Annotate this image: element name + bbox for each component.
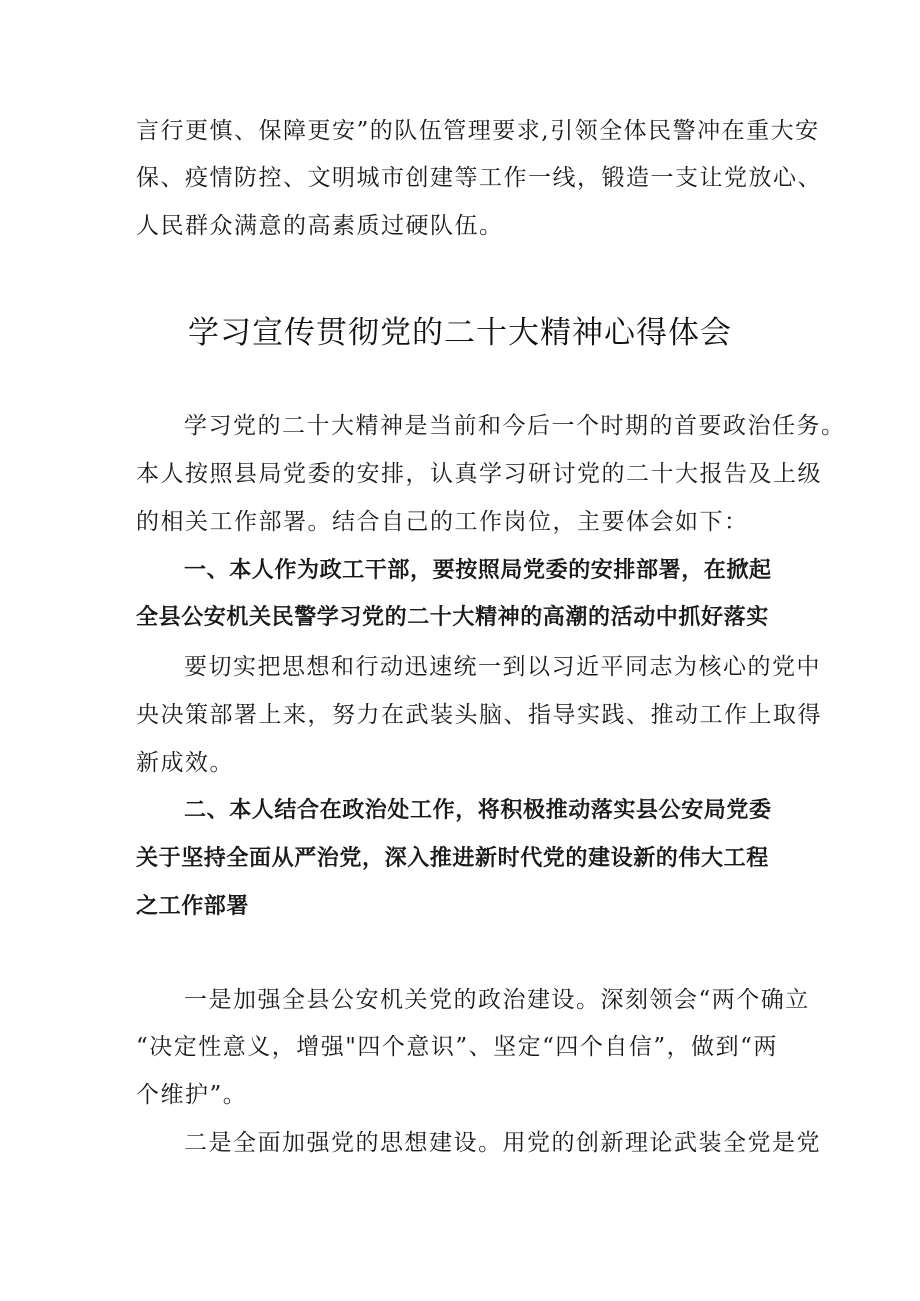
intro-line-2: 本人按照县局党委的安排，认真学习研讨党的二十大报告及上级	[136, 461, 822, 487]
section1-heading-line-2: 全县公安机关民警学习党的二十大精神的高潮的活动中抓好落实	[136, 605, 769, 630]
document-title: 学习宣传贯彻党的二十大精神心得体会	[188, 315, 732, 351]
section1-body-line-3: 新成效。	[136, 750, 234, 776]
intro-line-3: 的相关工作部署。结合自己的工作岗位，主要体会如下：	[136, 509, 749, 535]
point1-line-1: 一是加强全县公安机关党的政治建设。深刻领会“两个确立	[184, 987, 810, 1013]
point2-line-1: 二是全面加强党的思想建设。用党的创新理论武装全党是党	[184, 1130, 821, 1156]
intro-line-1: 学习党的二十大精神是当前和今后一个时期的首要政治任务。	[184, 413, 846, 439]
section1-body-line-2: 央决策部署上来，努力在武装头脑、指导实践、推动工作上取得	[136, 702, 822, 728]
top-paragraph-line-3: 人民群众满意的高素质过硬队伍。	[136, 213, 504, 239]
section2-heading-line-1: 二、本人结合在政治处工作，将积极推动落实县公安局党委	[184, 798, 772, 823]
section1-heading-line-1: 一、本人作为政工干部，要按照局党委的安排部署，在掀起	[184, 558, 772, 583]
section1-body-line-1: 要切实把思想和行动迅速统一到以习近平同志为核心的党中	[184, 654, 821, 680]
section2-heading-line-3: 之工作部署	[136, 894, 250, 919]
top-paragraph-line-1: 言行更慎、保障更安”的队伍管理要求,引领全体民警冲在重大安	[136, 118, 820, 144]
top-paragraph-line-2: 保、疫情防控、文明城市创建等工作一线，锻造一支让党放心、	[136, 165, 822, 191]
point1-line-2: “决定性意义，增强"四个意识”、坚定“四个自信”，做到“两	[136, 1034, 778, 1060]
section2-heading-line-2: 关于坚持全面从严治党，深入推进新时代党的建设新的伟大工程	[136, 846, 769, 871]
point1-line-3: 个维护”。	[136, 1082, 248, 1108]
